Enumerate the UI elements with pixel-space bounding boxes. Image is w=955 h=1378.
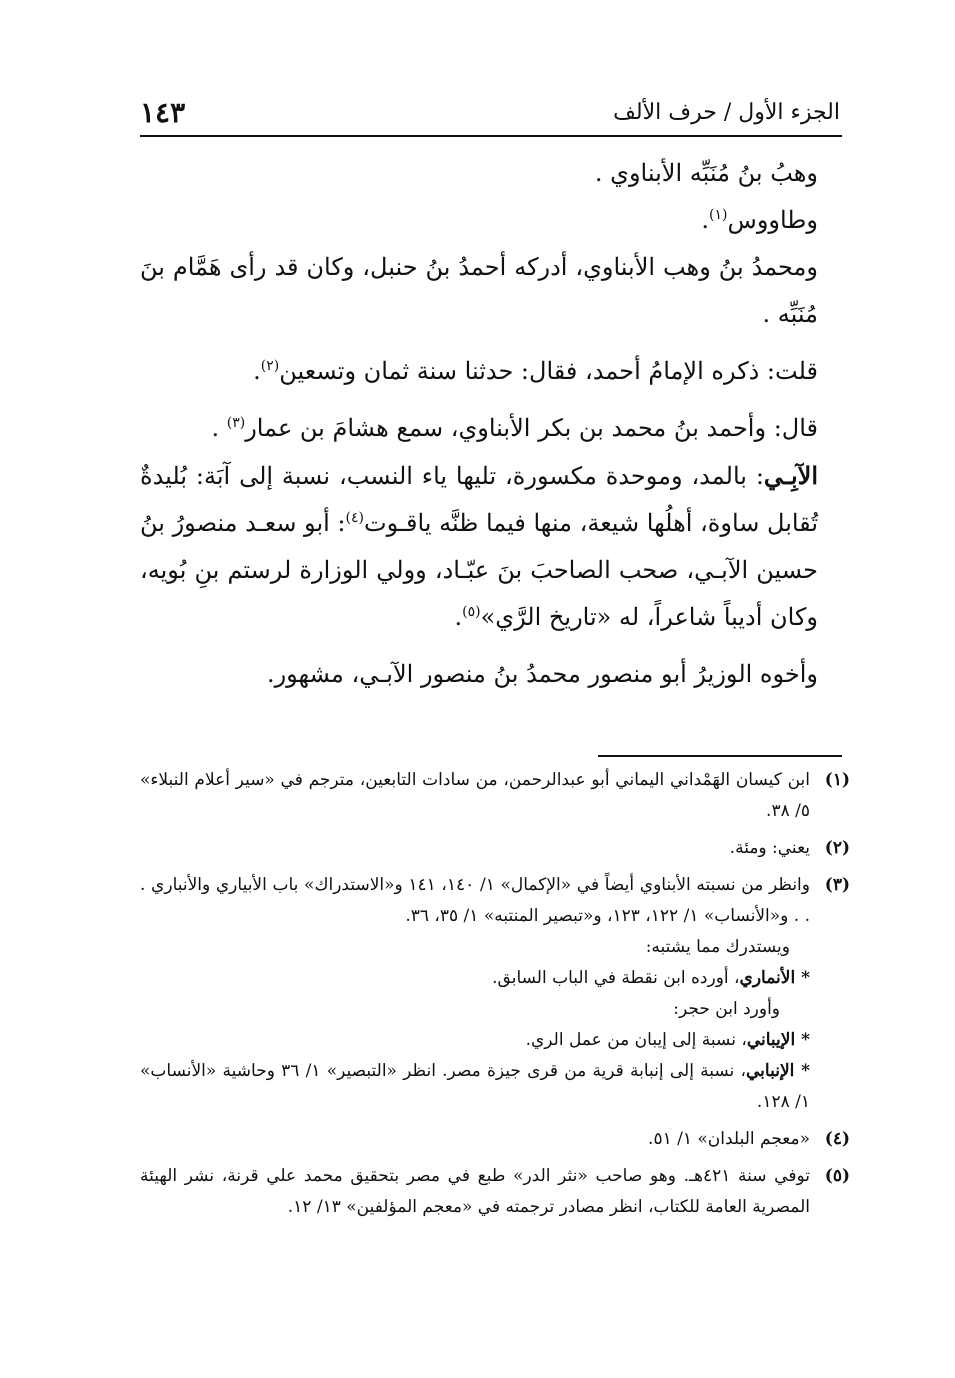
- footnote-bullet: * الإيباني، نسبة إلى إيبان من عمل الري.: [525, 1030, 810, 1050]
- footnote-text: يعني: ومئة.: [729, 838, 810, 858]
- footnote-ref-3[interactable]: (٣): [226, 415, 246, 431]
- footnote-number: (١): [824, 770, 850, 790]
- entry-line-qultu: قلت: ذكره الإمامُ أحمد، فقال: حدثنا سنة ثمان وتسعين$^{(٢)}$.: [253, 357, 818, 385]
- entry-line-brother: وأخوه الوزيرُ أبو منصور محمدُ بنُ منصور الآبـي، مشهور.: [266, 660, 818, 688]
- footnote-text: ابن كيسان الهَمْداني اليماني أبو عبدالرحمن، من سادات التابعين، مترجم في «سير أعلام النبلاء» ٥/ ٣٨.: [140, 770, 810, 821]
- footnote-rule: [598, 755, 842, 757]
- footnote-ref-5[interactable]: (٥): [462, 604, 481, 620]
- footnote-ref-2[interactable]: (٢): [260, 358, 280, 374]
- entry-line-qala: قال: وأحمد بنُ محمد بن بكر الأبناوي، سمع هشامَ بن عمار$^{(٣)}$ .: [211, 414, 818, 442]
- footnote-bullet: * الأنماري، أورده ابن نقطة في الباب السابق.: [492, 968, 810, 988]
- main-text: [140, 150, 840, 698]
- entry-line-wahb: وهبُ بنُ مُنَبِّه الأبناوي .: [594, 159, 818, 187]
- footnote-text: وانظر من نسبته الأبناوي أيضاً في «الإكمال» ١/ ١٤٠، ١٤١ و«الاستدراك» باب الأبياري والأنباري . . . و«الأنساب» ١/ ١٢٢، ١٢٣، و«تبصير المنتبه» ١/ ٣٥، ٣٦.: [140, 875, 810, 926]
- footnote-text: توفي سنة ٤٢١هـ. وهو صاحب «نثر الدر» طبع في مصر بتحقيق محمد علي قرنة، نشر الهيئة المصرية العامة للكتاب، انظر مصادر ترجمته في «معجم المؤلفين» ١٣/ ١٢.: [140, 1166, 810, 1217]
- entry-line-tawus: وطاووس$^{(١)}$.: [701, 206, 818, 234]
- entry-paragraph-abi: الآبِـي: بالمد، وموحدة مكسورة، تليها ياء النسب، نسبة إلى آبَة: بُليدةٌ تُقابل ساوة، أهلُها شيعة، منها فيما ظنَّه ياقـوت$^{(٤)}$: أبو سعـد منصورُ بنُ حسين الآبـي، صحب الصاحبَ بنَ عبّـاد، وولي الوزارة لرستم بنِ بُويه، وكان أديباً شاعراً، له «تاريخ الرَّي»$^{(٥)}$.: [140, 461, 819, 631]
- footnote-number: (٥): [824, 1166, 850, 1186]
- footnote-3: [140, 870, 850, 1118]
- footnote-text: «معجم البلدان» ١/ ٥١.: [648, 1129, 810, 1149]
- footnote-ref-1[interactable]: (١): [709, 207, 728, 223]
- footnote-number: (٢): [824, 838, 850, 858]
- footnote-number: (٤): [824, 1129, 850, 1149]
- footnotes: [140, 765, 850, 1229]
- header-rule: [140, 135, 842, 137]
- page-number: ١٤٣: [140, 95, 186, 129]
- footnote-5: [140, 1161, 850, 1223]
- running-title: الجزء الأول / حرف الألف: [613, 99, 840, 125]
- entry-line-muhammad: ومحمدُ بنُ وهب الأبناوي، أدركه أحمدُ بنُ حنبل، وكان قد رأى هَمَّام بنَ مُنَبِّه .: [140, 253, 818, 328]
- footnote-1: [140, 765, 850, 827]
- footnote-4: [140, 1124, 850, 1155]
- footnote-subline: وأورد ابن حجر:: [673, 999, 780, 1019]
- entry-headword: الآبِـي: [763, 461, 818, 490]
- footnote-bullet: * الإنبابي، نسبة إلى إنبابة قرية من قرى جيزة مصر. انظر «التبصير» ١/ ٣٦ وحاشية «الأنساب» ١/ ١٢٨.: [140, 1061, 810, 1112]
- footnote-subline: ويستدرك مما يشتبه:: [645, 937, 790, 957]
- footnote-number: (٣): [824, 875, 850, 895]
- footnote-2: [140, 833, 850, 864]
- footnote-ref-4[interactable]: (٤): [345, 510, 364, 526]
- page-header: [140, 92, 840, 132]
